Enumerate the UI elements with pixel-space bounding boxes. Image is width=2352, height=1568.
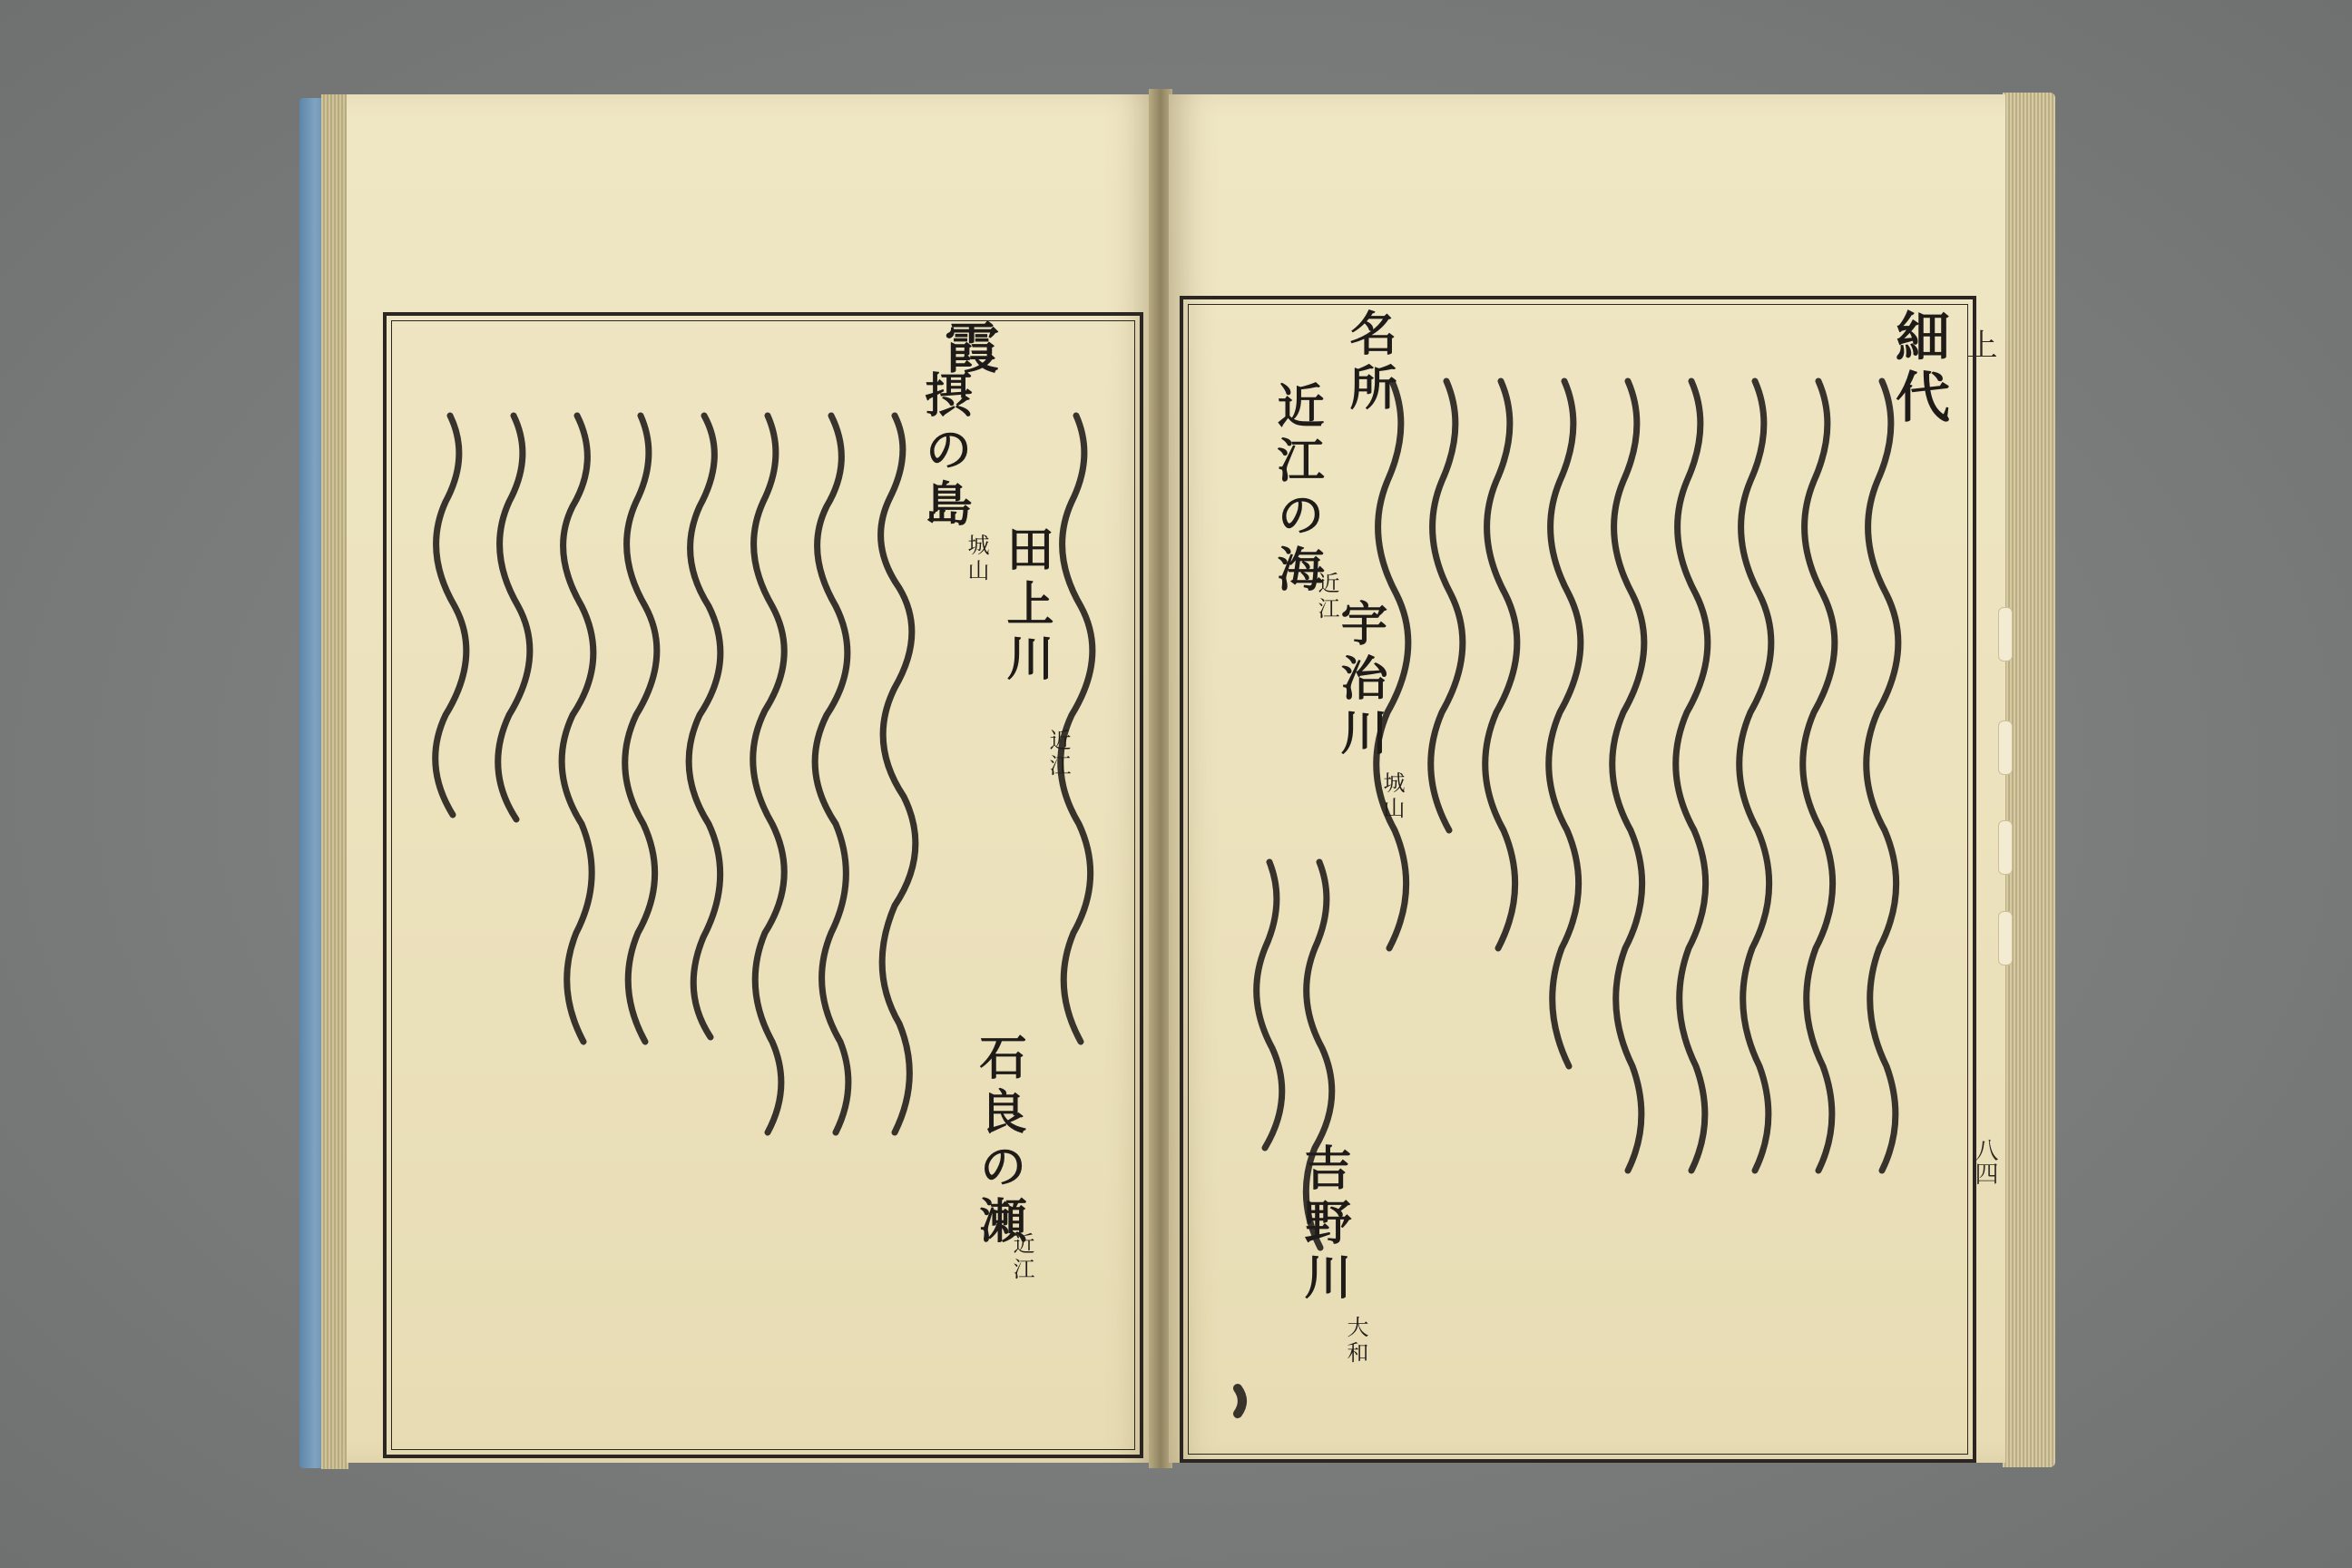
right-place-1: 近江の海 [1269,381,1324,599]
margin-page-number: 八四 [1971,1138,1998,1185]
margin-header: 上 [1961,328,1997,359]
right-place-1-province: 近江 [1314,572,1339,622]
left-page-frame [383,312,1143,1458]
left-place-1: 田上川 [998,524,1054,688]
left-place-1-province: 近江 [1045,729,1071,779]
left-section-heading: 霞 [936,319,999,379]
right-cursive-text [1183,299,1973,1459]
open-book [299,89,2055,1475]
left-place-2-province: 城山 [964,534,989,584]
right-page-frame [1180,296,1976,1463]
right-place-2: 宇治川 [1332,599,1387,762]
left-place-3-province: 近江 [1009,1232,1034,1283]
left-place-2: 摂の島 [916,370,972,534]
right-place-2-province: 城山 [1379,771,1405,822]
right-place-3: 吉野川 [1296,1143,1351,1307]
left-cursive-text [387,316,1140,1455]
right-category: 名所 [1341,309,1396,417]
right-section-heading: 細代 [1886,309,1950,428]
right-page [1169,94,2005,1463]
right-page-edges [2003,93,2055,1467]
left-page-edges [321,94,348,1469]
right-place-3-province: 大和 [1343,1316,1368,1367]
left-place-3: 石良の瀬 [971,1033,1026,1250]
left-page [347,94,1154,1463]
